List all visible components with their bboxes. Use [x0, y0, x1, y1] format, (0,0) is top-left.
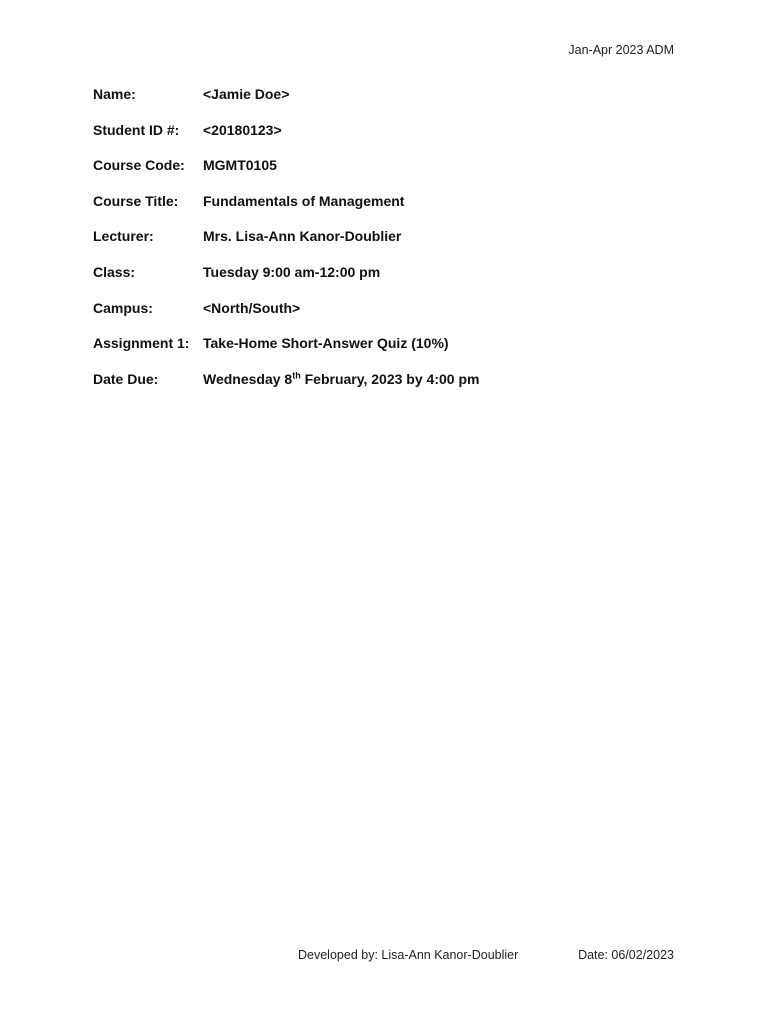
info-row-course-code	[93, 157, 653, 193]
student-id-value: <20180123>	[203, 121, 282, 138]
info-row-course-title	[93, 193, 653, 229]
info-row-name	[93, 86, 653, 122]
info-row-lecturer	[93, 228, 653, 264]
info-row-campus	[93, 300, 653, 336]
course-title-label: Course Title:	[93, 192, 179, 209]
assignment-value: Take-Home Short-Answer Quiz (10%)	[203, 335, 449, 352]
name-value: <Jamie Doe>	[203, 86, 290, 102]
campus-value: <North/South>	[203, 299, 301, 316]
info-row-class	[93, 264, 653, 300]
info-row-date-due	[93, 371, 653, 407]
date-due-prefix: Wednesday 8	[203, 370, 293, 387]
student-info-block	[93, 86, 653, 406]
date-due-label: Date Due:	[93, 370, 159, 387]
date-due-value	[203, 371, 653, 387]
footer-date-text: Date: 06/02/2023	[578, 948, 674, 962]
campus-label: Campus:	[93, 299, 153, 316]
course-code-value: MGMT0105	[203, 157, 277, 174]
developed-by-text: Developed by: Lisa-Ann Kanor-Doublier	[298, 948, 519, 962]
assignment-label: Assignment 1:	[93, 335, 190, 352]
lecturer-label: Lecturer:	[93, 228, 154, 245]
name-label: Name:	[93, 86, 136, 102]
info-row-assignment	[93, 335, 653, 371]
course-title-value: Fundamentals of Management	[203, 192, 405, 209]
student-id-label: Student ID #:	[93, 121, 180, 138]
date-due-ordinal: th	[292, 370, 301, 381]
class-label: Class:	[93, 263, 136, 280]
class-value: Tuesday 9:00 am-12:00 pm	[203, 263, 381, 280]
info-row-student-id	[93, 122, 653, 158]
term-header: Jan-Apr 2023 ADM	[568, 43, 674, 57]
date-due-suffix: February, 2023 by 4:00 pm	[300, 370, 480, 387]
course-code-label: Course Code:	[93, 157, 185, 174]
lecturer-value: Mrs. Lisa-Ann Kanor-Doublier	[203, 228, 402, 245]
